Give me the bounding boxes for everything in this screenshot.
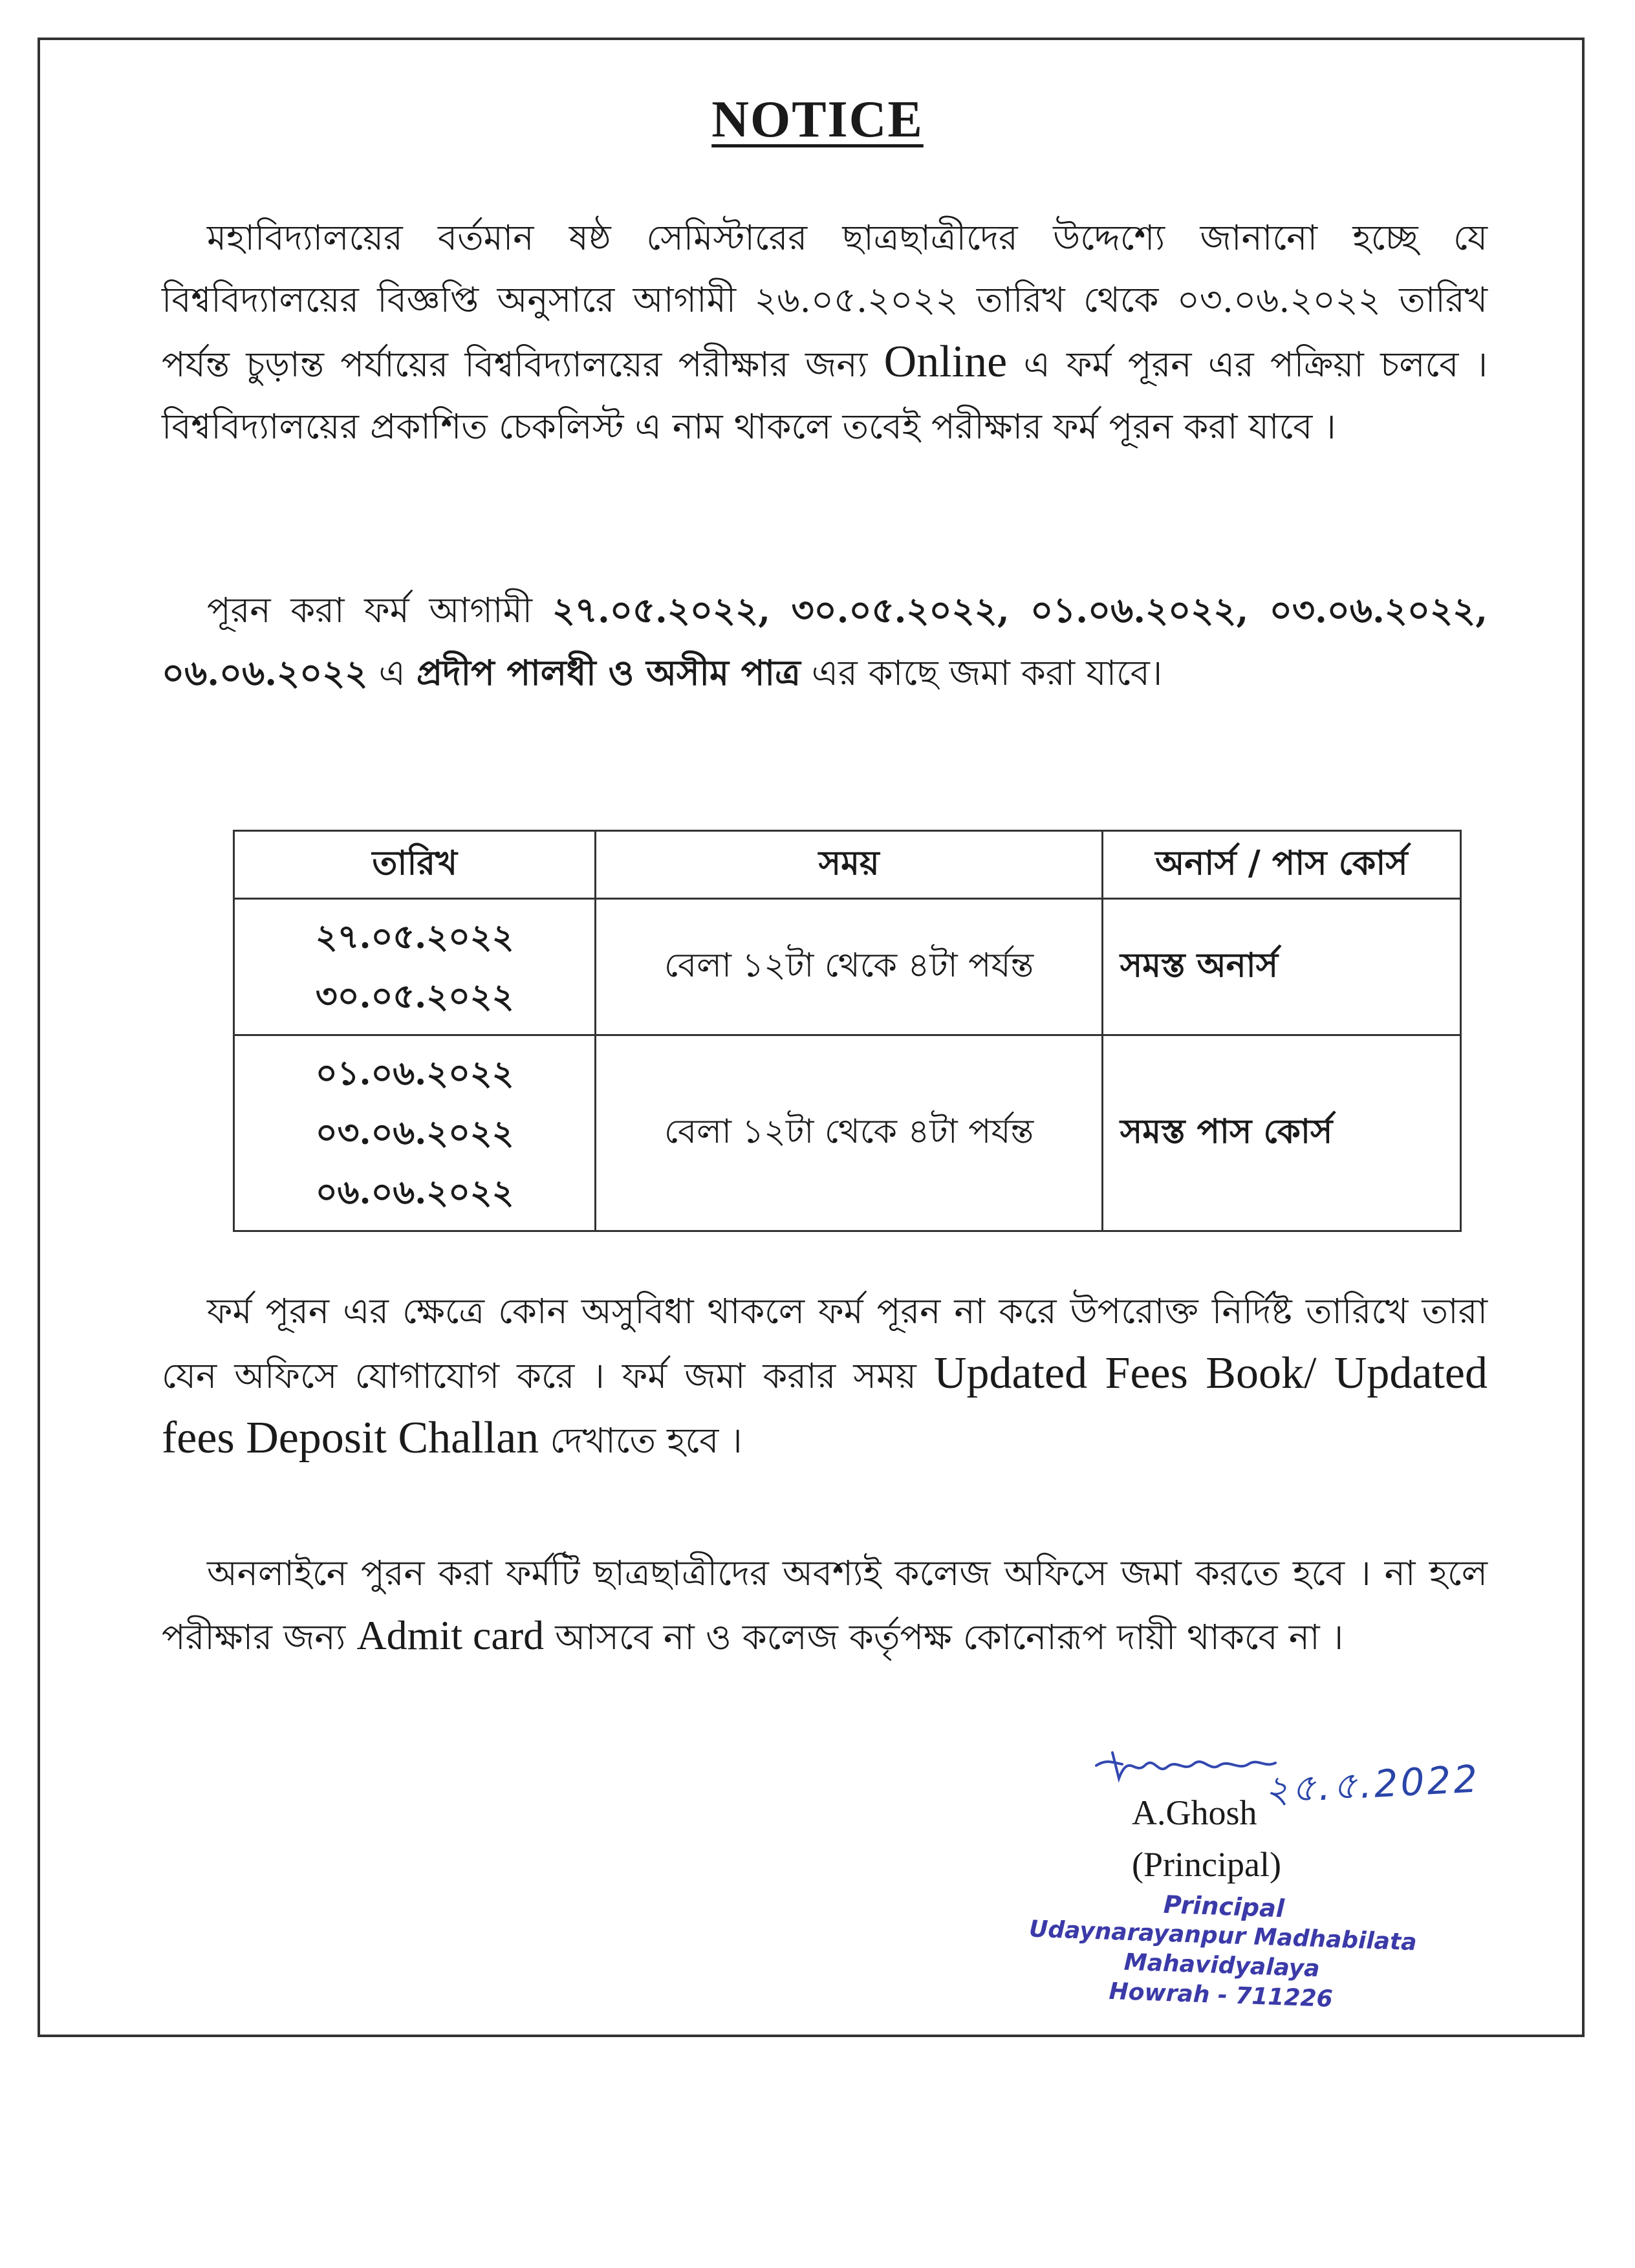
date-item: ০১.০৬.২০২২ — [315, 1053, 514, 1093]
para3-text: ফর্ম পূরন এর ক্ষেত্রে কোন অসুবিধা থাকলে ফর্ম পূরন না করে উপরোক্ত নির্দিষ্ট তারিখে তারা যেন অফিসে যোগাযোগ করে । ফর্ম জমা করার সময় — [162, 1291, 1488, 1396]
date-item: ০৬.০৬.২০২২ — [315, 1172, 514, 1212]
stamp-line3: Howrah - 711226 — [1108, 1978, 1334, 2013]
course-cell: সমস্ত অনার্স — [1102, 899, 1460, 1035]
para4-lead: অনলাইনে পুরন করা ফর্মটি ছাত্রছাত্রীদের অবশ্যই কলেজ অফিসে জমা করতে হবে । না হলে পরীক্ষার জন্য — [162, 1553, 1488, 1658]
schedule-table — [233, 830, 1462, 1232]
signatory-name: A.Ghosh — [1132, 1793, 1257, 1832]
para3-tail: দেখাতে হবে । — [539, 1420, 742, 1461]
time-cell: বেলা ১২টা থেকে ৪টা পর্যন্ত — [596, 899, 1102, 1035]
date-item: ৩০.০৫.২০২২ — [315, 977, 514, 1016]
para1-line2: বিশ্ববিদ্যালয়ের বিজ্ঞপ্তি অনুসারে আগামী ২৬.০৫.২০২২ তারিখ থেকে — [162, 279, 1159, 320]
para4-admit-card: Admit card — [356, 1612, 545, 1658]
para2-dates: ২৭.০৫.২০২২, ৩০.০৫.২০২২, ০১.০৬.২০২২, ০৩.০৬.২০২২, ০৬.০৬.২০২২ — [162, 589, 1488, 693]
dates-cell — [234, 1035, 596, 1231]
paragraph-submit-to-office — [162, 1542, 1488, 1669]
dates-cell — [234, 899, 596, 1035]
table-header-row — [234, 831, 1461, 899]
handwritten-signature — [1093, 1740, 1281, 1791]
para2-names: প্রদীপ পালধী ও অসীম পাত্র — [416, 652, 801, 693]
para2-lead: পূরন করা ফর্ম আগামী — [207, 590, 552, 631]
notice-title-text: NOTICE — [711, 91, 924, 148]
table-row — [234, 899, 1461, 1035]
para3-english: Updated Fees Book/ Updated fees Deposit Challan — [162, 1348, 1488, 1463]
header-time: সময় — [596, 831, 1102, 899]
signature-date: ২৫.৫.2022 — [1263, 1756, 1481, 1812]
para1-online-word: Online — [883, 337, 1008, 387]
principal-stamp — [988, 1883, 1457, 2018]
para1-line5: এ নাম থাকলে তবেই পরীক্ষার ফর্ম পূরন করা যাবে । — [634, 406, 1336, 447]
paragraph-difficulty-contact — [162, 1280, 1488, 1472]
header-date: তারিখ — [234, 831, 596, 899]
date-item: ২৭.০৫.২০২২ — [315, 917, 514, 956]
para4-tail: আসবে না ও কলেজ কর্তৃপক্ষ কোনোরূপ দায়ী থাকবে না । — [544, 1617, 1344, 1658]
header-course: অনার্স / পাস কোর্স — [1102, 831, 1460, 899]
para1-line1: মহাবিদ্যালয়ের বর্তমান ষষ্ঠ সেমিস্টারের ছাত্রছাত্রীদের উদ্দেশ্যে জানানো হচ্ছে যে — [207, 217, 1488, 258]
para2-tail: এর কাছে জমা করা যাবে। — [800, 653, 1163, 693]
stamp-line1: Principal — [1163, 1890, 1285, 1923]
stamp-line2: Udaynarayanpur Madhabilata Mahavidyalaya — [1028, 1916, 1418, 1983]
course-cell: সমস্ত পাস কোর্স — [1102, 1035, 1460, 1231]
table-row — [234, 1035, 1461, 1231]
para2-mid: এ — [367, 653, 417, 693]
paragraph-form-fillup — [162, 207, 1488, 458]
para1-line3: ০৩.০৬.২০২২ তারিখ পর্যন্ত চুড়ান্ত পর্যায়ের বিশ্ববিদ্যালয়ের পরীক্ষার জন্য — [162, 279, 1488, 385]
notice-title — [0, 91, 1635, 149]
paragraph-submission-dates — [162, 579, 1488, 704]
signatory-designation: (Principal) — [1132, 1845, 1281, 1884]
date-item: ০৩.০৬.২০২২ — [315, 1113, 514, 1152]
time-cell: বেলা ১২টা থেকে ৪টা পর্যন্ত — [596, 1035, 1102, 1231]
para1-line4: এ ফর্ম পূরন এর পক্রিয়া চলবে । বিশ্ববিদ্যালয়ের প্রকাশিত চেকলিস্ট — [162, 344, 1488, 447]
